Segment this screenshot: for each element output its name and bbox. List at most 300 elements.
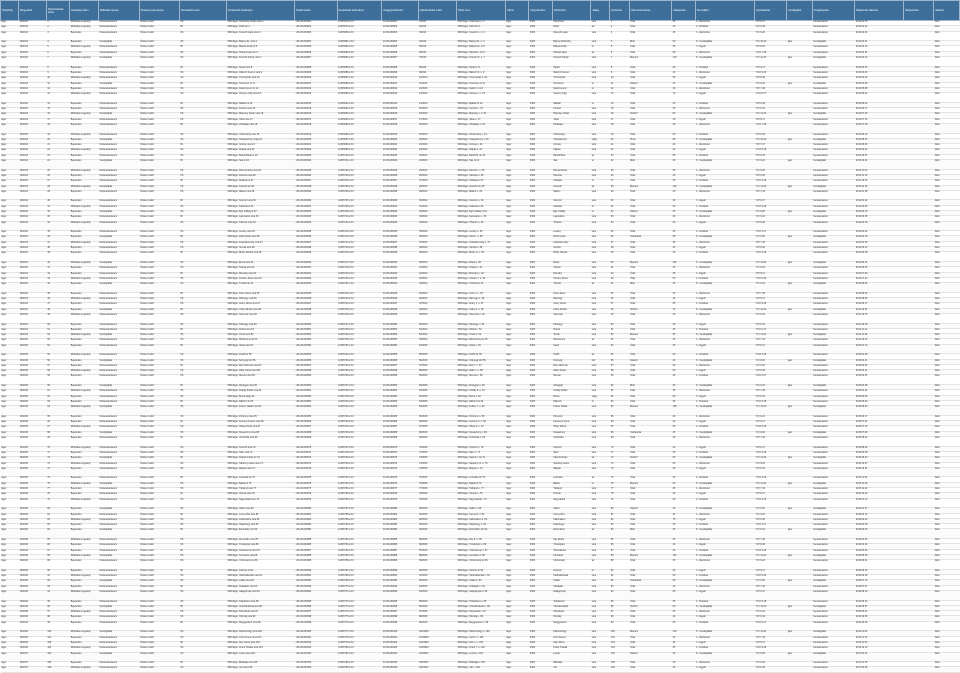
table-cell[interactable]: 10-09-000076 bbox=[382, 482, 418, 487]
table-cell[interactable]: Kereskedelem bbox=[812, 390, 855, 395]
table-cell[interactable]: Működési engedély bbox=[70, 241, 99, 246]
table-cell[interactable]: 10/2013 bbox=[19, 138, 47, 143]
table-cell[interactable]: 3300 Eger, Kovács János utca 43. bbox=[226, 277, 294, 282]
table-cell[interactable]: Eger bbox=[1, 406, 19, 416]
table-cell[interactable]: +36-36-000093 bbox=[295, 585, 338, 590]
table-cell[interactable]: 3300 Eger, Mindszenty tér 53. bbox=[456, 339, 505, 344]
table-cell[interactable]: 3 - Egyéb bbox=[695, 518, 755, 523]
table-cell[interactable]: utca bbox=[591, 267, 610, 272]
table-cell[interactable]: 3300 bbox=[529, 102, 552, 107]
table-cell[interactable]: 10/2016 bbox=[19, 549, 47, 554]
table-cell[interactable] bbox=[787, 252, 813, 262]
table-cell[interactable]: Kereskedelem bbox=[812, 575, 855, 580]
table-cell[interactable]: Vörösmarty bbox=[552, 560, 590, 570]
table-cell[interactable]: 3300 Eger, Gárdonyi Géza utca 73. bbox=[226, 462, 294, 467]
table-cell[interactable]: Kiskereskedelem bbox=[99, 616, 139, 621]
table-cell[interactable]: 2016.04.06 bbox=[855, 538, 904, 543]
table-cell[interactable]: Vincellériskola bbox=[552, 605, 590, 610]
table-cell[interactable]: Eger bbox=[1, 216, 19, 221]
table-cell[interactable]: Bejelentés bbox=[70, 544, 99, 549]
table-cell[interactable]: Vendéglátás bbox=[812, 482, 855, 487]
table-cell[interactable]: völgy bbox=[591, 138, 610, 143]
table-cell[interactable]: 3300 Eger, Lajosváros u. 33. bbox=[456, 216, 505, 221]
table-cell[interactable]: 10/2016 bbox=[19, 575, 47, 580]
table-cell[interactable]: 10/2014 bbox=[19, 272, 47, 277]
table-cell[interactable]: H-P 8-16 bbox=[755, 247, 787, 252]
table-cell[interactable]: 80 bbox=[46, 508, 69, 513]
table-cell[interactable]: Igen bbox=[787, 554, 813, 559]
table-cell[interactable]: 3300 bbox=[529, 323, 552, 328]
table-cell[interactable]: Kft. bbox=[179, 71, 226, 76]
table-cell[interactable]: Bejelentés bbox=[70, 339, 99, 344]
table-cell[interactable]: 3300 Eger, Deák F. út 12. bbox=[456, 87, 505, 92]
table-cell[interactable]: 69 bbox=[46, 437, 69, 447]
table-cell[interactable]: 8/2013 bbox=[418, 66, 456, 71]
table-cell[interactable]: Kft. bbox=[179, 210, 226, 215]
table-cell[interactable]: 81/2016 bbox=[418, 513, 456, 518]
table-cell[interactable]: 3300 bbox=[529, 636, 552, 641]
table-cell[interactable]: +36-36-000104 bbox=[295, 652, 338, 662]
table-cell[interactable]: Üzleten belüli bbox=[139, 93, 179, 103]
table-cell[interactable]: utca bbox=[591, 200, 610, 205]
table-cell[interactable]: utca bbox=[591, 652, 610, 662]
table-cell[interactable]: 20 bbox=[610, 138, 629, 143]
table-cell[interactable]: 57/2015 bbox=[418, 364, 456, 369]
table-cell[interactable]: Eger bbox=[505, 51, 528, 56]
table-cell[interactable]: 3300 Eger, Knézich utca 70. bbox=[226, 446, 294, 451]
table-cell[interactable]: Kiskereskedelem bbox=[99, 544, 139, 549]
table-cell[interactable]: Eger bbox=[1, 21, 19, 26]
table-cell[interactable]: 3 bbox=[610, 31, 629, 41]
table-cell[interactable]: Kodály Zoltán bbox=[552, 390, 590, 395]
table-cell[interactable]: Eger bbox=[505, 605, 528, 610]
table-cell[interactable]: Eger bbox=[505, 298, 528, 303]
table-cell[interactable]: Üzleten belüli bbox=[139, 482, 179, 487]
table-cell[interactable]: +36-36-000040 bbox=[295, 261, 338, 266]
table-cell[interactable]: Üzleten belüli bbox=[139, 590, 179, 600]
table-cell[interactable]: utca bbox=[591, 261, 610, 266]
table-cell[interactable]: 10-09-000106 bbox=[382, 667, 418, 672]
table-cell[interactable]: 2016.09.21 bbox=[855, 611, 904, 616]
table-cell[interactable]: Aktív bbox=[934, 138, 960, 143]
table-cell[interactable]: Üzlet bbox=[629, 390, 672, 395]
table-cell[interactable]: 10/2013 bbox=[19, 57, 47, 67]
table-cell[interactable]: 1 - Élelmiszer bbox=[695, 585, 755, 590]
table-cell[interactable]: 2015.12.02 bbox=[855, 488, 904, 493]
table-cell[interactable]: Igen bbox=[787, 431, 813, 436]
table-cell[interactable]: Frank Tivadar bbox=[552, 647, 590, 652]
table-cell[interactable]: Bejelentés bbox=[70, 31, 99, 41]
table-cell[interactable]: Aktív bbox=[934, 600, 960, 605]
table-cell[interactable]: 10/2014 bbox=[19, 308, 47, 313]
table-cell[interactable]: 3300 Eger, Kallómalom u. 82. bbox=[456, 518, 505, 523]
table-cell[interactable]: 52/2014 bbox=[418, 334, 456, 339]
table-cell[interactable]: 12345727-2-10 bbox=[337, 323, 382, 328]
table-cell[interactable]: Üzlet bbox=[629, 569, 672, 574]
table-cell[interactable]: 2013.09.23 bbox=[855, 149, 904, 154]
table-cell[interactable]: 24/2013 bbox=[418, 160, 456, 170]
table-cell[interactable]: Aktív bbox=[934, 57, 960, 67]
table-cell[interactable] bbox=[787, 560, 813, 570]
table-cell[interactable]: Üzleten belüli bbox=[139, 621, 179, 631]
table-cell[interactable]: Sánc bbox=[552, 451, 590, 456]
table-cell[interactable]: Kertváros bbox=[552, 554, 590, 559]
table-cell[interactable]: Kereskedelem bbox=[812, 569, 855, 574]
table-cell[interactable]: 3300 Eger, Knézich Károly utca 7. bbox=[226, 57, 294, 67]
table-cell[interactable]: Pince bbox=[629, 138, 672, 143]
table-cell[interactable]: +36-36-000002 bbox=[295, 26, 338, 31]
table-cell[interactable]: Eger bbox=[1, 467, 19, 477]
table-cell[interactable]: 3300 bbox=[529, 133, 552, 138]
table-cell[interactable]: 30 bbox=[672, 200, 695, 205]
table-cell[interactable]: 36 bbox=[610, 236, 629, 241]
table-cell[interactable]: Kereskedelem bbox=[812, 267, 855, 272]
table-cell[interactable]: Bt. bbox=[179, 493, 226, 498]
table-cell[interactable]: Eger bbox=[1, 185, 19, 190]
table-cell[interactable]: +36-36-000073 bbox=[295, 462, 338, 467]
table-cell[interactable]: Szépasszony bbox=[552, 138, 590, 143]
table-cell[interactable]: Eger bbox=[505, 590, 528, 600]
table-cell[interactable] bbox=[904, 31, 934, 41]
table-cell[interactable]: Üzleten belüli bbox=[139, 31, 179, 41]
table-cell[interactable]: 10/2015 bbox=[19, 437, 47, 447]
table-cell[interactable]: Üzleten belüli bbox=[139, 292, 179, 297]
table-cell[interactable]: Kereskedelem bbox=[812, 180, 855, 185]
table-cell[interactable]: 12345714-2-10 bbox=[337, 241, 382, 246]
table-cell[interactable]: 3300 Eger, Tündérpart u. 86. bbox=[456, 544, 505, 549]
table-cell[interactable]: Eger bbox=[505, 133, 528, 138]
table-cell[interactable]: 3300 bbox=[529, 160, 552, 170]
table-cell[interactable]: 10-09-000061 bbox=[382, 390, 418, 395]
table-cell[interactable]: 2016.11.30 bbox=[855, 641, 904, 646]
table-cell[interactable]: 40 bbox=[672, 149, 695, 154]
table-cell[interactable]: Aktív bbox=[934, 652, 960, 662]
table-cell[interactable]: Eger bbox=[505, 82, 528, 87]
table-cell[interactable]: 10/2014 bbox=[19, 283, 47, 293]
table-cell[interactable]: 8 - Vendéglátás bbox=[695, 406, 755, 416]
table-cell[interactable]: Kereskedelem bbox=[812, 611, 855, 616]
table-cell[interactable]: Igen bbox=[787, 359, 813, 364]
table-cell[interactable]: Eszterházy bbox=[552, 529, 590, 539]
table-cell[interactable]: utca bbox=[591, 390, 610, 395]
table-cell[interactable]: +36-36-000026 bbox=[295, 174, 338, 179]
table-cell[interactable]: 2016.06.15 bbox=[855, 569, 904, 574]
table-cell[interactable]: 62 bbox=[610, 395, 629, 400]
table-cell[interactable]: Tűzoltó bbox=[552, 283, 590, 293]
table-cell[interactable]: H-P 8-17 bbox=[755, 344, 787, 354]
table-cell[interactable]: 64 bbox=[46, 406, 69, 416]
table-cell[interactable]: 3300 Eger, Lesrét utca 104. bbox=[226, 652, 294, 662]
table-cell[interactable]: 2013.01.15 bbox=[855, 21, 904, 26]
table-cell[interactable]: 2 - Ruházat bbox=[695, 180, 755, 185]
table-cell[interactable]: 40 bbox=[672, 508, 695, 513]
table-cell[interactable]: 3300 Eger, Tárkányi utca 77. bbox=[226, 488, 294, 493]
table-cell[interactable]: Bejelentés bbox=[70, 421, 99, 426]
table-cell[interactable]: Étterem bbox=[629, 631, 672, 636]
table-cell[interactable]: Működési engedély bbox=[70, 261, 99, 266]
table-cell[interactable]: 3300 Eger, Kisasszony u. 68. bbox=[456, 431, 505, 436]
table-cell[interactable]: Eger bbox=[1, 247, 19, 252]
table-cell[interactable]: 51 bbox=[610, 328, 629, 333]
table-cell[interactable]: Kávézó bbox=[629, 508, 672, 513]
table-cell[interactable]: +36-36-000006 bbox=[295, 51, 338, 56]
table-cell[interactable]: 3300 bbox=[529, 231, 552, 236]
table-cell[interactable]: Eger bbox=[505, 272, 528, 277]
table-cell[interactable]: utca bbox=[591, 66, 610, 71]
table-cell[interactable]: 2 - Ruházat bbox=[695, 621, 755, 631]
table-cell[interactable]: +36-36-000084 bbox=[295, 529, 338, 539]
table-cell[interactable]: Igen bbox=[787, 508, 813, 513]
table-cell[interactable]: 3300 Eger, Jókai u. 17. bbox=[456, 118, 505, 123]
table-cell[interactable]: Eger bbox=[505, 138, 528, 143]
table-cell[interactable]: Bejelentés bbox=[70, 569, 99, 574]
table-cell[interactable]: 1 - Élelmiszer bbox=[695, 169, 755, 174]
table-cell[interactable]: H-V 6-21 bbox=[755, 108, 787, 113]
table-cell[interactable]: 10/2016 bbox=[19, 641, 47, 646]
table-cell[interactable]: Kereskedelem bbox=[812, 292, 855, 297]
table-cell[interactable]: 2013.05.21 bbox=[855, 93, 904, 103]
table-cell[interactable]: Üzleten belüli bbox=[139, 406, 179, 416]
table-cell[interactable]: 50 bbox=[672, 370, 695, 375]
table-cell[interactable]: Üzlet bbox=[629, 174, 672, 179]
table-cell[interactable]: Eger bbox=[1, 508, 19, 513]
table-cell[interactable]: +36-36-000031 bbox=[295, 205, 338, 210]
table-cell[interactable]: Eger bbox=[1, 154, 19, 159]
table-cell[interactable]: Kiskereskedelem bbox=[99, 400, 139, 405]
table-cell[interactable]: 88/2016 bbox=[418, 554, 456, 559]
table-cell[interactable]: Kereskedelem bbox=[812, 133, 855, 138]
table-cell[interactable]: 12345770-2-10 bbox=[337, 585, 382, 590]
table-cell[interactable]: 37 bbox=[610, 241, 629, 246]
table-cell[interactable]: 2016.11.16 bbox=[855, 636, 904, 641]
table-cell[interactable]: 59/2015 bbox=[418, 375, 456, 385]
table-cell[interactable]: Üzlet bbox=[629, 133, 672, 138]
table-cell[interactable]: 2017.01.11 bbox=[855, 652, 904, 662]
table-cell[interactable]: Igen bbox=[787, 631, 813, 636]
table-cell[interactable]: Üzlet bbox=[629, 66, 672, 71]
table-cell[interactable]: Bt. bbox=[179, 641, 226, 646]
table-cell[interactable]: Aktív bbox=[934, 272, 960, 277]
table-cell[interactable]: Kereskedelem bbox=[812, 488, 855, 493]
table-cell[interactable]: Üzlet bbox=[629, 87, 672, 92]
table-cell[interactable]: 3300 bbox=[529, 308, 552, 313]
table-cell[interactable]: 3300 bbox=[529, 241, 552, 246]
table-cell[interactable]: H-P 8-17 bbox=[755, 21, 787, 26]
table-cell[interactable]: Aktív bbox=[934, 344, 960, 354]
table-cell[interactable]: +36-36-000013 bbox=[295, 93, 338, 103]
table-cell[interactable]: utca bbox=[591, 554, 610, 559]
table-cell[interactable]: 12345742-2-10 bbox=[337, 415, 382, 420]
table-cell[interactable]: Kiskereskedelem bbox=[99, 328, 139, 333]
table-cell[interactable]: Kávézó bbox=[629, 652, 672, 662]
table-cell[interactable]: Eger bbox=[505, 549, 528, 554]
table-cell[interactable]: Bejelentés bbox=[70, 292, 99, 297]
table-cell[interactable]: 84 bbox=[46, 529, 69, 539]
table-cell[interactable]: 3300 Eger, Mátyás utca 74. bbox=[226, 467, 294, 477]
table-cell[interactable]: Kiskereskedelem bbox=[99, 93, 139, 103]
table-cell[interactable]: 12345769-2-10 bbox=[337, 580, 382, 585]
table-cell[interactable]: 3300 bbox=[529, 339, 552, 344]
table-cell[interactable]: Aktív bbox=[934, 298, 960, 303]
table-cell[interactable]: Kereskedelem bbox=[812, 518, 855, 523]
table-cell[interactable]: 1 - Élelmiszer bbox=[695, 51, 755, 56]
table-cell[interactable]: utca bbox=[591, 524, 610, 529]
table-cell[interactable]: 68 bbox=[46, 431, 69, 436]
table-cell[interactable]: Grónay bbox=[552, 144, 590, 149]
table-cell[interactable]: Bejelentés bbox=[70, 560, 99, 570]
table-cell[interactable]: 10-09-000053 bbox=[382, 339, 418, 344]
column-header[interactable]: Megyekód bbox=[19, 1, 47, 21]
table-cell[interactable]: Aktív bbox=[934, 611, 960, 616]
table-cell[interactable]: Eger bbox=[1, 160, 19, 170]
table-cell[interactable]: 2013.07.02 bbox=[855, 113, 904, 118]
table-cell[interactable]: 50 bbox=[610, 323, 629, 328]
table-cell[interactable]: Üzlet bbox=[629, 169, 672, 174]
table-cell[interactable]: Aktív bbox=[934, 569, 960, 574]
table-cell[interactable]: H-V 9-20 bbox=[755, 431, 787, 436]
table-cell[interactable]: 3300 Eger, Ostoros út 90. bbox=[456, 569, 505, 574]
table-cell[interactable]: 25 bbox=[672, 26, 695, 31]
table-cell[interactable]: 12345762-2-10 bbox=[337, 538, 382, 543]
table-cell[interactable]: Bt. bbox=[179, 477, 226, 482]
table-cell[interactable]: 10/2015 bbox=[19, 462, 47, 467]
table-cell[interactable]: Eger bbox=[1, 605, 19, 610]
table-cell[interactable]: Bt. bbox=[179, 144, 226, 149]
table-cell[interactable]: Aktív bbox=[934, 549, 960, 554]
table-cell[interactable]: 3300 Eger, Hibay Károly utca 67. bbox=[226, 426, 294, 431]
column-header[interactable]: Telephely bbox=[1, 1, 19, 21]
table-cell[interactable]: +36-36-000037 bbox=[295, 241, 338, 246]
table-cell[interactable]: +36-36-000065 bbox=[295, 415, 338, 420]
table-cell[interactable]: 45 bbox=[672, 477, 695, 482]
table-cell[interactable]: H-Sz 9-18 bbox=[755, 498, 787, 508]
table-cell[interactable]: 10-06-000014 bbox=[382, 102, 418, 107]
table-cell[interactable]: Kereskedelem bbox=[812, 544, 855, 549]
table-cell[interactable]: 3300 Eger, Bajcsy-Zs. u. 4. bbox=[456, 41, 505, 46]
table-cell[interactable]: 2015.02.25 bbox=[855, 364, 904, 369]
table-cell[interactable]: Üzleten belüli bbox=[139, 308, 179, 313]
table-cell[interactable]: 102 bbox=[610, 641, 629, 646]
table-cell[interactable]: H-P 8-18 bbox=[755, 221, 787, 231]
table-cell[interactable]: 10-06-000057 bbox=[382, 364, 418, 369]
table-cell[interactable]: 1 - Élelmiszer bbox=[695, 313, 755, 323]
table-cell[interactable]: 3300 Eger, Kertváros utca 88. bbox=[226, 554, 294, 559]
table-cell[interactable]: Eger bbox=[505, 421, 528, 426]
table-cell[interactable]: 65 bbox=[610, 415, 629, 420]
table-cell[interactable]: Üzleten belüli bbox=[139, 467, 179, 477]
table-cell[interactable]: 3300 bbox=[529, 400, 552, 405]
table-cell[interactable]: Üzlet bbox=[629, 298, 672, 303]
table-cell[interactable]: Üzlet bbox=[629, 252, 672, 262]
table-cell[interactable]: 3 - Egyéb bbox=[695, 616, 755, 621]
table-cell[interactable]: 92 bbox=[46, 580, 69, 585]
table-cell[interactable]: Kft. bbox=[179, 221, 226, 231]
table-cell[interactable]: 10/2015 bbox=[19, 477, 47, 482]
table-cell[interactable]: 2014.09.03 bbox=[855, 298, 904, 303]
table-cell[interactable]: Aktív bbox=[934, 247, 960, 252]
table-cell[interactable]: Eger bbox=[505, 328, 528, 333]
table-cell[interactable]: 2016.04.20 bbox=[855, 544, 904, 549]
table-cell[interactable]: utca bbox=[591, 451, 610, 456]
table-cell[interactable]: Eger bbox=[1, 575, 19, 580]
table-cell[interactable]: Kistályai bbox=[552, 180, 590, 185]
table-cell[interactable]: 3300 bbox=[529, 252, 552, 262]
table-cell[interactable]: Eger bbox=[1, 174, 19, 179]
table-cell[interactable]: Bt. bbox=[179, 621, 226, 631]
table-cell[interactable]: 10-09-000049 bbox=[382, 313, 418, 323]
table-cell[interactable]: 8 - Vendéglátás bbox=[695, 41, 755, 46]
table-cell[interactable]: 10-09-000037 bbox=[382, 241, 418, 246]
table-cell[interactable]: Aktív bbox=[934, 395, 960, 400]
table-cell[interactable]: 79 bbox=[610, 498, 629, 508]
table-cell[interactable]: 3300 bbox=[529, 46, 552, 51]
table-cell[interactable]: H-V 6-22 bbox=[755, 364, 787, 369]
table-cell[interactable]: 40 bbox=[672, 421, 695, 426]
table-cell[interactable]: Almagyar bbox=[552, 385, 590, 390]
table-cell[interactable]: Üzlet bbox=[629, 241, 672, 246]
table-cell[interactable]: H-P 7-17 bbox=[755, 144, 787, 149]
table-cell[interactable]: 74/2015 bbox=[418, 467, 456, 477]
table-cell[interactable]: 3300 Eger, Cifrakapu u. 18. bbox=[456, 123, 505, 133]
table-cell[interactable]: Üzlet bbox=[629, 303, 672, 308]
table-cell[interactable]: Kiskereskedelem bbox=[99, 560, 139, 570]
table-cell[interactable]: utca bbox=[591, 426, 610, 431]
table-cell[interactable]: 3300 Eger, Berva v. 62. bbox=[456, 395, 505, 400]
table-cell[interactable]: Kiskereskedelem bbox=[99, 169, 139, 174]
table-cell[interactable]: +36-36-000003 bbox=[295, 31, 338, 41]
table-cell[interactable]: Eger bbox=[1, 652, 19, 662]
table-cell[interactable]: Bt. bbox=[179, 385, 226, 390]
column-header[interactable]: Üzlet elnevezése bbox=[629, 1, 672, 21]
table-cell[interactable]: H-P 7-18 bbox=[755, 437, 787, 447]
table-cell[interactable]: 61/2015 bbox=[418, 390, 456, 395]
table-cell[interactable]: 3 - Egyéb bbox=[695, 118, 755, 123]
table-cell[interactable]: 10/2013 bbox=[19, 31, 47, 41]
table-cell[interactable]: Kft. bbox=[179, 205, 226, 210]
column-header[interactable]: Cégjegyzékszám bbox=[382, 1, 418, 21]
table-cell[interactable]: 3300 Eger, Verőszala u. 69. bbox=[456, 437, 505, 447]
table-cell[interactable]: H-V 11-22 bbox=[755, 334, 787, 339]
table-cell[interactable]: 1 - Élelmiszer bbox=[695, 241, 755, 246]
table-cell[interactable]: 98 bbox=[46, 616, 69, 621]
table-cell[interactable]: 12345761-2-10 bbox=[337, 529, 382, 539]
table-cell[interactable]: 2014.11.12 bbox=[855, 328, 904, 333]
table-cell[interactable]: 12345730-2-10 bbox=[337, 339, 382, 344]
table-cell[interactable]: Bejelentés bbox=[70, 190, 99, 200]
table-cell[interactable]: Bt. bbox=[179, 160, 226, 170]
table-cell[interactable]: 12345763-2-10 bbox=[337, 544, 382, 549]
table-cell[interactable]: H-Sz 9-19 bbox=[755, 277, 787, 282]
table-cell[interactable]: 1 - Élelmiszer bbox=[695, 636, 755, 641]
table-cell[interactable]: H-P 7-19 bbox=[755, 488, 787, 493]
table-cell[interactable]: Eger bbox=[1, 71, 19, 76]
table-cell[interactable]: 51 bbox=[46, 328, 69, 333]
table-cell[interactable]: Cecey Éva bbox=[552, 513, 590, 518]
table-cell[interactable]: Üzlet bbox=[629, 611, 672, 616]
table-cell[interactable]: Eger bbox=[505, 390, 528, 395]
table-cell[interactable]: Aktív bbox=[934, 385, 960, 390]
table-cell[interactable]: Baktai bbox=[552, 482, 590, 487]
table-cell[interactable]: 45 bbox=[610, 292, 629, 297]
table-cell[interactable]: 12345744-2-10 bbox=[337, 426, 382, 431]
table-cell[interactable]: 2013.03.01 bbox=[855, 51, 904, 56]
table-cell[interactable]: Üzleten belüli bbox=[139, 87, 179, 92]
table-cell[interactable]: H-Sz 7-19 bbox=[755, 123, 787, 133]
table-cell[interactable]: 2013.08.12 bbox=[855, 133, 904, 138]
table-cell[interactable]: Eger bbox=[505, 66, 528, 71]
table-cell[interactable]: H-V 8-20 bbox=[755, 359, 787, 364]
table-cell[interactable]: Bejelentés bbox=[70, 488, 99, 493]
